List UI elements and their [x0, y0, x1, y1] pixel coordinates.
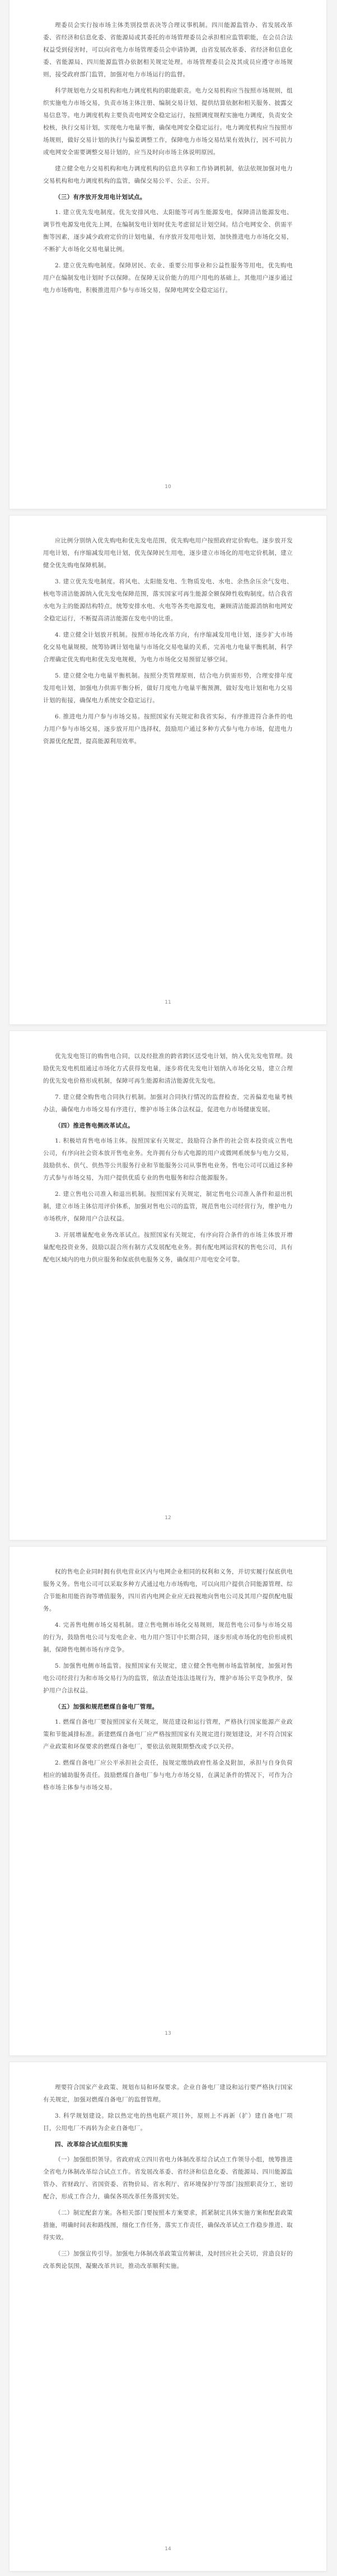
paragraph: 6. 推进电力用户参与市场交易。按照国家有关规定和我省实际，有序推进符合条件的电力用户参与市场交易，逐步放开用户选择权，鼓励用户通过多种方式参与电力市场，促进电力资源优化配置，提高能源利用效率。 [43, 713, 293, 745]
page-number: 11 [165, 1000, 171, 1005]
paragraph: 权的售电企业同时拥有供电营业区内与电网企业相同的权利和义务，并切实履行保底供电服务义务。售电公司可以采取多种方式通过电力市场购电，可以向用户提供合同能源管理、综合节能和用能咨询等增值服务，四川省内电网企业应无歧视地向售电公司及其用户提供配电服务。 [43, 1568, 293, 1612]
paragraph: 4. 完善售电侧市场交易机制。建立售电侧市场化交易规则，规范售电公司参与市场交易的行为，鼓励售电公司与发电企业、电力用户签订中长期合同，逐步形成市场化的电价形成机制，保障售电侧市场有序竞争。 [43, 1622, 293, 1653]
paragraph: 4. 建立健全计划放开机制。按照市场化改革方向，有序缩减发用电计划，逐步扩大市场化交易电量规模，统筹协调计划电量与市场化交易电量的关系，完善电力电量平衡机制，科学合理确定优先购电和优先发电规模，为电力市场化交易预留足够空间。 [43, 632, 293, 663]
paragraph: （一）加强组织领导。省政府成立四川省电力体制改革综合试点工作领导小组，统筹推进全省电力体制改革综合试点工作。省发展改革委、省经济和信息化委、省能源局、四川能源监管办、省财政厅、省国资委、省物价局、省水利厅、省环境保护厅等部门按照职责分工，密切配合，形成工作合力，确保各项改革任务落到实处。 [43, 2156, 293, 2200]
paragraph: （三）加强宣传引导。加强电力体制改革政策宣传解读，及时回应社会关切，营造良好的改革舆论氛围，凝聚改革共识，推动改革顺利实施。 [43, 2250, 293, 2269]
paragraph: 3. 科学规划建设。除以热定电的热电联产项目外，原则上不再新（扩）建自备电厂项目，公用电厂不再转为企业自备电厂。 [43, 2113, 293, 2132]
page-3-body [43, 1050, 293, 1270]
paragraph: 2. 燃煤自备电厂应公平承担社会责任，按规定缴纳政府性基金及附加，承担与自身负荷相应的辅助服务责任。鼓励燃煤自备电厂参与电力市场交易，在满足条件的情况下，可作为合格市场主体参与市场交易。 [43, 1760, 293, 1791]
paragraph: 3. 建立优先发电制度。将风电、太阳能发电、生物质发电、水电、余热余压余气发电、核电等清洁能源纳入优先发电保障范围，落实国家可再生能源全额保障性收购制度。结合我省水电为主的能源结构特点，统筹安排水电、火电等各类电源发电，兼顾清洁能源消纳和电网安全稳定运行，不断提高清洁能源在发电中的比重。 [43, 578, 293, 622]
paragraph: 建立健全电力交易机构和电力调度机构的信息共享和工作协调机制，依法依规加强对电力交易机构和电力调度机构的监管，确保交易公平、公正、公开。 [43, 165, 293, 184]
paragraph: 理委员会实行按市场主体类别投票表决等合理议事机制。四川能源监管办、省发展改革委、省经济和信息化委、省能源局或其委托的市场管理委员会承担相应监管职能，在会员合法权益受到侵害时，可以向省电力市场管理委员会申请协调，由省发展改革委、省经济和信息化委、省能源局、四川能源监管办依据相关规定处理。市场管理委员会及其成员应遵守市场规则，接受政府部门监管，加强对电力市场运行的监督。 [43, 22, 293, 78]
paragraph: 3. 开展增量配电业务改革试点。按照国家有关规定，有序向符合条件的市场主体放开增量配电投资业务，鼓励以混合所有制方式发展配电业务。拥有配电网运营权的售电公司，具有配电区域内的电力供应服务和保底供电服务义务，确保用户用电安全可靠。 [43, 1232, 293, 1263]
document-page-1 [10, 0, 326, 509]
paragraph: 1. 燃煤自备电厂要按照国家有关规定，规范建设和运行管理，严格执行国家能源产业政策和节能减排标准。新建燃煤自备电厂应严格按照国家有关规定进行规划建设，对不符合国家产业政策和环保要求的燃煤自备电厂，要依法依规限期整改或予以关停。 [43, 1719, 293, 1750]
paragraph: 7. 建立健全购售电合同执行机制。加强对合同执行情况的监督检查，完善偏差电量考核办法，确保电力市场交易有序进行，维护市场主体合法权益，促进电力市场健康发展。 [43, 1094, 293, 1113]
paragraph: 5. 加强售电侧市场监管。按照国家有关规定，建立健全售电侧市场监管制度，加强对售电公司经营行为和市场交易行为的监管，依法查处违法违规行为，维护市场公平竞争秩序，保护用户合法权益。 [43, 1663, 293, 1694]
document-page-2 [10, 516, 326, 1024]
section-heading: （四）推进售电侧改革试点。 [55, 1122, 134, 1129]
paragraph: 应比例分别纳入优先购电和优先发电范围，优先购电用户按照政府定价购电。逐步放开发用电计划，有序缩减发用电计划，优先保障民生用电，逐步建立市场化的用电定价机制，建立健全优先购电保障机制。 [43, 537, 293, 569]
page-2-body [43, 535, 293, 751]
paragraph: （二）制定配套方案。各相关部门要按照本方案要求，抓紧制定具体实施方案和配套政策措施，明确时间表和路线图，细化工作任务，落实工作责任，确保改革试点工作稳步推进、取得实效。 [43, 2210, 293, 2241]
page-number: 13 [165, 2031, 171, 2036]
document-page-4 [10, 1547, 326, 2055]
page-5-body [43, 2081, 293, 2276]
document-page-5 [10, 2062, 326, 2571]
page-1-body [43, 19, 293, 300]
paragraph: 理要符合国家产业政策、规划布局和环保要求。企业自备电厂建设和运行要严格执行国家有关规定，加强对燃煤自备电厂的监督管理。 [43, 2084, 293, 2103]
page-number: 12 [165, 1515, 171, 1521]
paragraph: 5. 建立健全电力电量平衡机制。按照分类管理原则，结合电力供需形势，合理安排年度发用电计划，加强电力供需平衡分析，做好月度电力电量平衡预测，做好发电计划和电力交易计划的衔接，确保电力系统安全稳定运行。 [43, 672, 293, 704]
paragraph: 2. 建立优先购电制度。保障居民、农业、重要公用事业和公益性服务等用电，优先购电用户在编制发电计划时予以保障。在保障无议价能力的用户用电的基础上，其他用户逐步通过电力市场购电，积极推进用户参与市场交易，保障电网安全稳定运行。 [43, 262, 293, 294]
paragraph: 1. 建立优先发电制度。优先安排风电、太阳能等可再生能源发电，保障清洁能源发电、调节性电源发电优先上网，在编制发电计划时优先考虑留足计划空间。结合电网安全、供需平衡等因素，逐步减少政府定价的计划电量，有序放开发用电计划，加快推进电力市场化交易，不断扩大市场化交易电量比例。 [43, 209, 293, 253]
document-page-3 [10, 1031, 326, 1540]
page-number: 10 [165, 484, 171, 490]
paragraph: 优先发电签订的购售电合同，以及经批准的跨省跨区送受电计划，纳入优先发电管理。鼓励优先发电机组通过市场化方式获得发电量，逐步将优先发电计划纳入市场化交易，建立合理的优先发电价格形成机制，保障可再生能源和清洁能源优先发电。 [43, 1053, 293, 1084]
paragraph: 2. 建立售电公司准入和退出机制。按照国家有关规定，制定售电公司准入条件和退出机制，建立市场主体信用评价体系，加强对售电公司的监管，规范售电公司经营行为，维护电力市场秩序，保障用户合法权益。 [43, 1191, 293, 1222]
section-heading: （五）加强和规范燃煤自备电厂管理。 [55, 1704, 158, 1710]
section-heading: （三）有序放开发用电计划试点。 [55, 194, 146, 201]
paragraph: 1. 积极培育售电市场主体。按照国家有关规定，鼓励符合条件的社会资本投资成立售电公司，有序向社会资本放开售电业务。允许拥有分布式电源的用户或微网系统参与电力交易，鼓励供水、供气、供热等公共服务行业和节能服务公司从事售电业务。售电公司可以通过多种方式参与市场交易，为用户提供优质专业的售电服务和综合能源服务。 [43, 1138, 293, 1181]
page-number: 14 [165, 2546, 171, 2552]
paragraph: 科学规划电力交易机构和电力调度机构的职能职责。电力交易机构应当按照市场规则，组织实施电力市场交易，负责市场主体注册、编制交易计划、提供结算依据和相关服务、披露交易信息等。电力调度机构主要负责电网安全稳定运行，按照调度规程实施电力调度，负责安全校核，执行交易计划，实现电力电量平衡，确保电网安全稳定运行。电力调度机构应当按照市场规则，做好交易计划的执行与偏差调整工作，保障电力市场交易结果有效执行，因不可抗力或电网安全需要调整交易计划的，应当及时向市场主体说明原因。 [43, 87, 293, 156]
section-heading: 四、改革综合试点组织实施 [55, 2141, 128, 2148]
page-4-body [43, 1566, 293, 1798]
